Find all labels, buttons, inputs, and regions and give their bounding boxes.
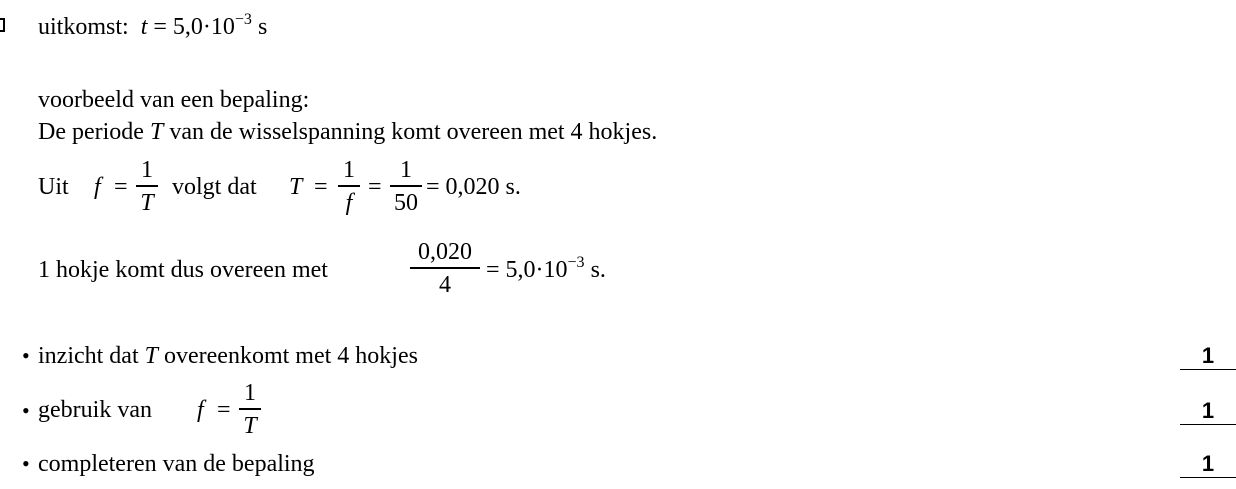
criterion-3: completeren van de bepaling: [38, 451, 315, 477]
fraction-0020-over-4: [410, 240, 480, 297]
fraction-1-over-T: [136, 158, 158, 215]
fraction-denominator: 50: [394, 189, 418, 216]
example-line3: 1 hokje komt dus overeen met: [38, 257, 328, 283]
fraction-bar: [338, 185, 360, 187]
result-label: uitkomst:: [38, 14, 129, 40]
criterion-bullet: •: [22, 343, 30, 368]
example-uit: Uit: [38, 174, 69, 200]
criterion-2: gebruik van: [38, 397, 152, 423]
result-value: 5,0·10: [172, 14, 235, 40]
example-line1-var: T: [149, 119, 164, 145]
example-line1-post: van de wisselspanning komt overeen met 4 hokjes.: [163, 119, 658, 145]
criterion-1-post: overeenkomt met 4 hokjes: [158, 343, 418, 369]
fraction-numerator: 1: [400, 157, 412, 183]
example-T: T: [289, 174, 303, 200]
criterion-2-points: 1: [1180, 400, 1236, 425]
result-exp: −3: [234, 11, 252, 28]
example-eq3: =: [368, 174, 382, 200]
criterion-1: [38, 344, 418, 368]
fraction-bar: [239, 408, 261, 410]
line3-value: = 5,0·10: [486, 257, 568, 283]
fraction-1-over-f: [338, 158, 360, 215]
fraction-numerator: 1: [343, 157, 355, 183]
criterion-2-f: f: [197, 397, 204, 423]
criterion-2-fraction: [239, 381, 261, 438]
criterion-1-var: T: [144, 343, 158, 369]
criterion-bullet: •: [22, 398, 30, 423]
criterion-2-eq: =: [217, 397, 231, 423]
example-eq1: =: [114, 174, 128, 200]
example-result-tail: = 0,020 s.: [426, 174, 521, 200]
fraction-denominator: f: [345, 189, 353, 216]
example-eq2: =: [314, 174, 328, 200]
result-var: t: [140, 14, 148, 40]
fraction-bar: [390, 185, 422, 187]
line3-exp: −3: [567, 254, 585, 271]
result-checkbox-icon: [0, 18, 5, 32]
result-eq: =: [153, 14, 167, 40]
fraction-bar: [136, 185, 158, 187]
fraction-numerator: 0,020: [418, 239, 472, 265]
criterion-3-points: 1: [1180, 453, 1236, 478]
fraction-1-over-50: [390, 158, 422, 215]
result-unit: s: [257, 14, 268, 40]
criterion-1-pre: inzicht dat: [38, 343, 145, 369]
fraction-numerator: 1: [141, 157, 153, 183]
result-line: [38, 11, 268, 40]
fraction-denominator: T: [243, 412, 257, 439]
criterion-bullet: •: [22, 451, 30, 476]
example-line3-value: [486, 254, 606, 283]
example-line1-pre: De periode: [38, 119, 150, 145]
fraction-bar: [410, 267, 480, 269]
fraction-denominator: 4: [439, 271, 451, 298]
criterion-1-points: 1: [1180, 345, 1236, 370]
fraction-numerator: 1: [244, 380, 256, 406]
line3-unit: s.: [590, 257, 606, 283]
example-intro: voorbeeld van een bepaling:: [38, 87, 310, 113]
example-volgt: volgt dat: [172, 174, 257, 200]
fraction-denominator: T: [140, 189, 154, 216]
example-line1: [38, 120, 657, 144]
example-f: f: [94, 174, 101, 200]
